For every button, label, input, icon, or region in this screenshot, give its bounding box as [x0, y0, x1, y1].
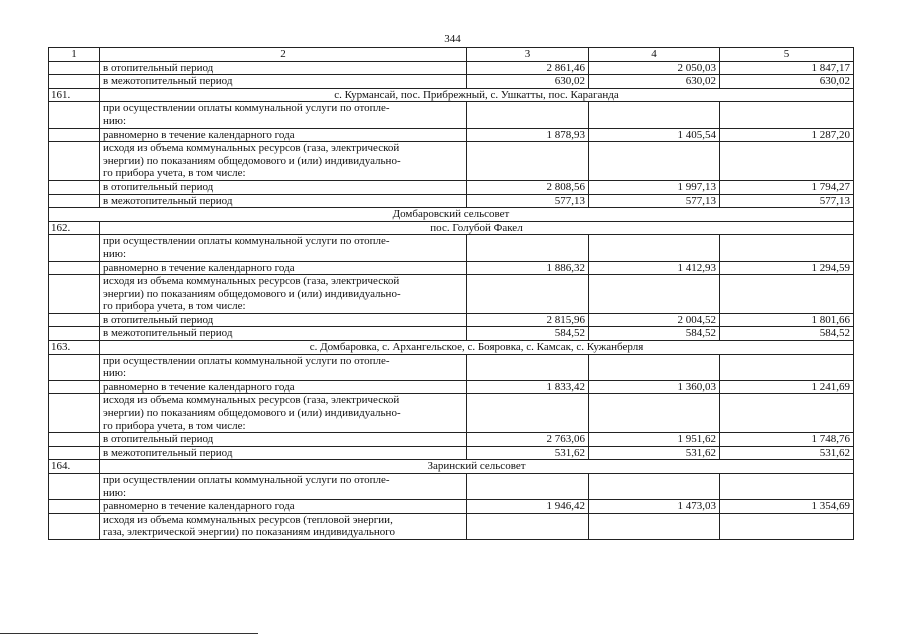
value-col-4	[589, 474, 720, 500]
value-col-4: 584,52	[589, 327, 720, 341]
value-row	[49, 313, 854, 327]
description-text: исходя из объема коммунальных ресурсов (газа, электрической энергии) по показаниям общедомового и (или) индивидуально- го прибора учета, в том числе:	[100, 394, 467, 433]
value-col-5: 531,62	[720, 446, 854, 460]
description-row	[49, 275, 854, 314]
value-col-4	[589, 142, 720, 181]
footnote-separator-line	[0, 633, 258, 634]
value-col-5	[720, 142, 854, 181]
value-col-5: 1 354,69	[720, 500, 854, 514]
row-number	[49, 354, 100, 380]
value-col-4: 1 997,13	[589, 180, 720, 194]
value-col-5: 584,52	[720, 327, 854, 341]
value-col-4	[589, 513, 720, 539]
value-row	[49, 180, 854, 194]
value-col-3: 2 815,96	[467, 313, 589, 327]
row-number	[49, 142, 100, 181]
value-col-4: 2 004,52	[589, 313, 720, 327]
description-row	[49, 354, 854, 380]
value-col-3: 1 833,42	[467, 380, 589, 394]
row-label: в межотопительный период	[100, 446, 467, 460]
value-col-4: 1 951,62	[589, 433, 720, 447]
value-row	[49, 61, 854, 75]
locality-row	[49, 88, 854, 102]
row-number	[49, 275, 100, 314]
description-row	[49, 513, 854, 539]
row-number	[49, 446, 100, 460]
value-col-4	[589, 235, 720, 261]
description-text: при осуществлении оплаты коммунальной услуги по отопле- нию:	[100, 235, 467, 261]
value-col-3: 2 861,46	[467, 61, 589, 75]
value-col-4: 1 473,03	[589, 500, 720, 514]
header-col-1: 1	[49, 48, 100, 62]
row-number	[49, 61, 100, 75]
row-label: в отопительный период	[100, 433, 467, 447]
value-col-5	[720, 474, 854, 500]
row-number	[49, 313, 100, 327]
value-col-5	[720, 102, 854, 128]
header-col-3: 3	[467, 48, 589, 62]
value-col-3: 531,62	[467, 446, 589, 460]
row-number	[49, 235, 100, 261]
description-text: исходя из объема коммунальных ресурсов (газа, электрической энергии) по показаниям общедомового и (или) индивидуально- го прибора учета, в том числе:	[100, 142, 467, 181]
value-col-5	[720, 275, 854, 314]
value-row	[49, 433, 854, 447]
locality-title: пос. Голубой Факел	[100, 221, 854, 235]
value-col-3	[467, 513, 589, 539]
section-row	[49, 208, 854, 222]
value-col-5: 1 287,20	[720, 128, 854, 142]
value-col-5	[720, 354, 854, 380]
value-col-3: 2 808,56	[467, 180, 589, 194]
row-number	[49, 128, 100, 142]
row-label: равномерно в течение календарного года	[100, 261, 467, 275]
row-number	[49, 474, 100, 500]
value-col-4	[589, 354, 720, 380]
value-col-5: 1 794,27	[720, 180, 854, 194]
value-col-4	[589, 394, 720, 433]
value-row	[49, 261, 854, 275]
value-col-3	[467, 394, 589, 433]
value-col-5: 1 801,66	[720, 313, 854, 327]
value-col-4: 1 360,03	[589, 380, 720, 394]
row-number: 164.	[49, 460, 100, 474]
value-col-5: 1 847,17	[720, 61, 854, 75]
row-number	[49, 500, 100, 514]
value-col-4: 1 405,54	[589, 128, 720, 142]
value-col-3: 1 886,32	[467, 261, 589, 275]
value-col-5: 577,13	[720, 194, 854, 208]
value-row	[49, 75, 854, 89]
locality-row	[49, 341, 854, 355]
header-col-2: 2	[100, 48, 467, 62]
value-col-4: 2 050,03	[589, 61, 720, 75]
row-label: в межотопительный период	[100, 327, 467, 341]
value-row	[49, 327, 854, 341]
header-col-4: 4	[589, 48, 720, 62]
value-row	[49, 500, 854, 514]
description-text: при осуществлении оплаты коммунальной услуги по отопле- нию:	[100, 354, 467, 380]
description-row	[49, 235, 854, 261]
row-number	[49, 75, 100, 89]
value-col-4: 531,62	[589, 446, 720, 460]
description-row	[49, 474, 854, 500]
value-col-3: 584,52	[467, 327, 589, 341]
value-col-5: 630,02	[720, 75, 854, 89]
row-label: в отопительный период	[100, 180, 467, 194]
value-col-3	[467, 275, 589, 314]
value-col-4: 1 412,93	[589, 261, 720, 275]
row-number	[49, 433, 100, 447]
description-text: исходя из объема коммунальных ресурсов (газа, электрической энергии) по показаниям общедомового и (или) индивидуально- го прибора учета, в том числе:	[100, 275, 467, 314]
header-row	[49, 48, 854, 62]
tariff-table-body	[49, 48, 854, 540]
value-col-4: 577,13	[589, 194, 720, 208]
row-number	[49, 394, 100, 433]
value-col-5: 1 748,76	[720, 433, 854, 447]
row-label: в отопительный период	[100, 61, 467, 75]
row-label: в межотопительный период	[100, 75, 467, 89]
row-label: в межотопительный период	[100, 194, 467, 208]
row-number: 161.	[49, 88, 100, 102]
locality-row	[49, 460, 854, 474]
row-number	[49, 327, 100, 341]
value-col-3	[467, 235, 589, 261]
row-number	[49, 194, 100, 208]
row-number	[49, 102, 100, 128]
value-col-3: 1 946,42	[467, 500, 589, 514]
header-col-5: 5	[720, 48, 854, 62]
locality-row	[49, 221, 854, 235]
section-title: Домбаровский сельсовет	[49, 208, 854, 222]
value-col-5	[720, 513, 854, 539]
value-row	[49, 194, 854, 208]
row-number: 163.	[49, 341, 100, 355]
value-col-3: 630,02	[467, 75, 589, 89]
value-col-3: 2 763,06	[467, 433, 589, 447]
row-number	[49, 180, 100, 194]
description-text: при осуществлении оплаты коммунальной услуги по отопле- нию:	[100, 102, 467, 128]
value-col-4: 630,02	[589, 75, 720, 89]
tariff-table	[48, 47, 854, 540]
value-col-3: 1 878,93	[467, 128, 589, 142]
row-label: в отопительный период	[100, 313, 467, 327]
description-row	[49, 102, 854, 128]
value-col-3: 577,13	[467, 194, 589, 208]
value-col-4	[589, 275, 720, 314]
row-number	[49, 261, 100, 275]
value-col-5	[720, 235, 854, 261]
locality-title: Заринский сельсовет	[100, 460, 854, 474]
row-label: равномерно в течение календарного года	[100, 128, 467, 142]
value-col-3	[467, 474, 589, 500]
description-text: исходя из объема коммунальных ресурсов (тепловой энергии, газа, электрической энергии) по показаниям индивидуального	[100, 513, 467, 539]
description-text: при осуществлении оплаты коммунальной услуги по отопле- нию:	[100, 474, 467, 500]
locality-title: с. Курмансай, пос. Прибрежный, с. Ушкатты, пос. Караганда	[100, 88, 854, 102]
value-row	[49, 446, 854, 460]
locality-title: с. Домбаровка, с. Архангельское, с. Бояровка, с. Камсак, с. Кужанберля	[100, 341, 854, 355]
row-number	[49, 513, 100, 539]
value-row	[49, 380, 854, 394]
row-label: равномерно в течение календарного года	[100, 500, 467, 514]
value-col-5: 1 241,69	[720, 380, 854, 394]
value-col-3	[467, 354, 589, 380]
row-number: 162.	[49, 221, 100, 235]
row-number	[49, 380, 100, 394]
value-row	[49, 128, 854, 142]
value-col-3	[467, 142, 589, 181]
value-col-5	[720, 394, 854, 433]
row-label: равномерно в течение календарного года	[100, 380, 467, 394]
page-number: 344	[444, 33, 461, 45]
value-col-3	[467, 102, 589, 128]
description-row	[49, 394, 854, 433]
value-col-4	[589, 102, 720, 128]
description-row	[49, 142, 854, 181]
value-col-5: 1 294,59	[720, 261, 854, 275]
